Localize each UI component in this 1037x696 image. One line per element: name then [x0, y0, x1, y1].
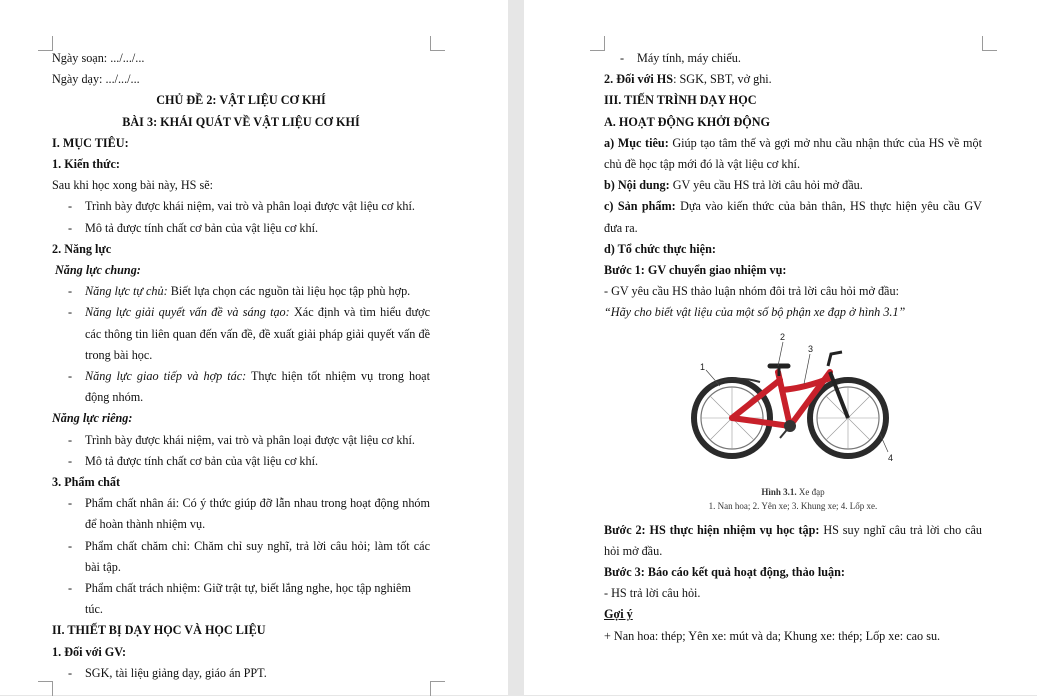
- list-item: - Năng lực giải quyết vấn đề và sáng tạo: Xác định và tìm hiểu được các thông tin liên quan đến vấn đề, đề xuất giải pháp giải quyết vấn đề trong bài học.: [68, 305, 430, 362]
- list-item: - Phẩm chất chăm chỉ: Chăm chỉ suy nghĩ, trả lời câu hỏi; làm tốt các bài tập.: [68, 538, 430, 574]
- crop-mark: [430, 36, 445, 51]
- section-process: III. TIẾN TRÌNH DẠY HỌC: [604, 93, 757, 108]
- figure-label: 1: [700, 361, 706, 372]
- section-equipment: II. THIẾT BỊ DẠY HỌC VÀ HỌC LIỆU: [52, 623, 266, 638]
- general-competence-heading: Năng lực chung:: [55, 263, 141, 278]
- ngay-soan: Ngày soạn: .../.../...: [52, 51, 145, 65]
- subsection-teacher: 1. Đối với GV:: [52, 644, 127, 659]
- list-item: - Trình bày được khái niệm, vai trò và phân loại được vật liệu cơ khí.: [68, 199, 415, 214]
- organization-heading: d) Tổ chức thực hiện:: [604, 241, 716, 256]
- list-item: - Năng lực tự chủ: Biết lựa chọn các nguồn tài liệu học tập phù hợp.: [68, 284, 411, 299]
- teacher-request: - GV yêu cầu HS thảo luận nhóm đôi trả lời câu hỏi mở đầu:: [604, 284, 899, 299]
- ngay-day: Ngày dạy: .../.../...: [52, 72, 140, 87]
- product-paragraph: c) Sản phẩm: Dựa vào kiến thức của bản thân, HS thực hiện yêu cầu GV đưa ra.: [604, 199, 982, 235]
- content-paragraph: b) Nội dung: GV yêu cầu HS trả lời câu hỏi mở đầu.: [604, 178, 863, 193]
- figure-label: 3: [808, 343, 814, 354]
- left-page-content: [52, 48, 430, 684]
- list-item: - Máy tính, máy chiếu.: [620, 51, 741, 65]
- figure-caption-sub: 1. Nan hoa; 2. Yên xe; 3. Khung xe; 4. Lốp xe.: [708, 500, 878, 511]
- activity-warmup: A. HOẠT ĐỘNG KHỞI ĐỘNG: [604, 114, 771, 129]
- question-text: “Hãy cho biết vật liệu của một số bộ phận xe đạp ở hình 3.1”: [604, 305, 906, 320]
- subsection-competence: 2. Năng lực: [52, 241, 112, 256]
- subsection-knowledge: 1. Kiến thức:: [52, 157, 120, 172]
- lesson-title: BÀI 3: KHÁI QUÁT VỀ VẬT LIỆU CƠ KHÍ: [122, 114, 360, 129]
- step-3-heading: Bước 3: Báo cáo kết quả hoạt động, thảo luận:: [604, 565, 845, 580]
- crop-mark: [982, 36, 997, 51]
- subsection-qualities: 3. Phẩm chất: [52, 475, 121, 490]
- student-materials: 2. Đối với HS: SGK, SBT, vở ghi.: [604, 72, 772, 87]
- crop-mark: [38, 36, 53, 51]
- list-item: - Phẩm chất nhân ái: Có ý thức giúp đỡ lẫn nhau trong hoạt động nhóm để hoàn thành nhiệm vụ.: [68, 496, 430, 532]
- hint-heading: Gợi ý: [604, 607, 633, 622]
- section-objectives: I. MỤC TIÊU:: [52, 135, 129, 150]
- crop-mark: [590, 36, 605, 51]
- list-item: - Mô tả được tính chất cơ bản của vật liệu cơ khí.: [68, 220, 319, 235]
- topic-title: CHỦ ĐỀ 2: VẬT LIỆU CƠ KHÍ: [156, 93, 326, 108]
- bicycle-figure: [604, 330, 982, 520]
- list-item: - Mô tả được tính chất cơ bản của vật liệu cơ khí.: [68, 453, 319, 468]
- step-1-heading: Bước 1: GV chuyển giao nhiệm vụ:: [604, 263, 787, 278]
- student-answer: - HS trả lời câu hỏi.: [604, 586, 701, 601]
- list-item: - Phẩm chất trách nhiệm: Giữ trật tự, biết lắng nghe, học tập nghiêm túc.: [68, 581, 411, 617]
- right-page-content: [604, 48, 982, 647]
- list-item: - SGK, tài liệu giảng dạy, giáo án PPT.: [68, 665, 267, 680]
- list-item: - Năng lực giao tiếp và hợp tác: Thực hiện tốt nhiệm vụ trong hoạt động nhóm.: [68, 369, 430, 405]
- crop-mark: [430, 681, 445, 696]
- specific-competence-heading: Năng lực riêng:: [52, 411, 133, 426]
- document-page-left: [0, 0, 508, 695]
- intro-text: Sau khi học xong bài này, HS sẽ:: [52, 178, 214, 193]
- hint-text: + Nan hoa: thép; Yên xe: mút và da; Khung xe: thép; Lốp xe: cao su.: [604, 628, 941, 643]
- list-item: - Trình bày được khái niệm, vai trò và phân loại được vật liệu cơ khí.: [68, 432, 415, 447]
- figure-caption: Hình 3.1. Xe đạp: [761, 486, 825, 497]
- step-2-paragraph: Bước 2: HS thực hiện nhiệm vụ học tập: HS suy nghĩ câu trả lời cho câu hỏi mở đầu.: [604, 522, 982, 558]
- objective-paragraph: a) Mục tiêu: Giúp tạo tâm thế và gợi mở nhu cầu nhận thức của HS về một chủ đề học tập mới đó là vật liệu cơ khí.: [604, 135, 982, 172]
- figure-label: 2: [780, 331, 786, 342]
- document-page-right: [524, 0, 1037, 695]
- figure-label: 4: [888, 452, 894, 463]
- bicycle-image: [690, 330, 900, 480]
- crop-mark: [38, 681, 53, 696]
